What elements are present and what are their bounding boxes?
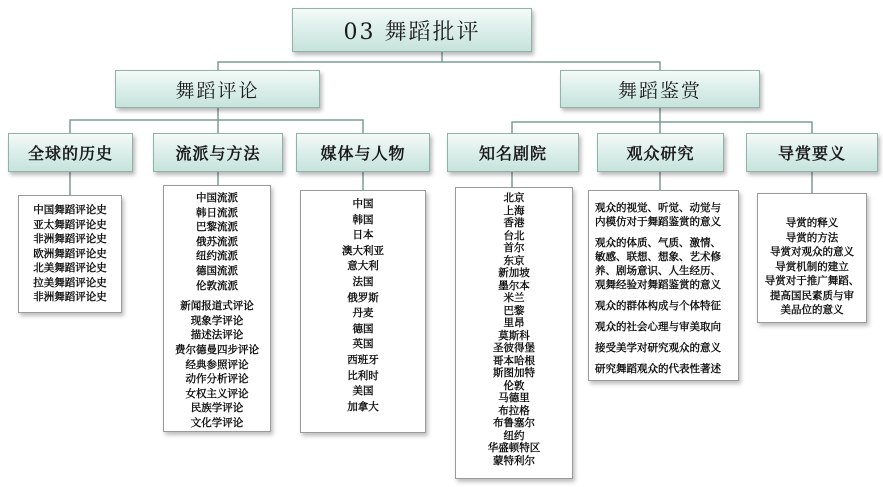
list-item: 伦敦流派 bbox=[196, 279, 238, 292]
list-item: 观众的社会心理与审美取向 bbox=[595, 321, 721, 333]
list-item: 纽约 bbox=[503, 429, 525, 442]
list-item: 英国 bbox=[352, 338, 374, 351]
list-item: 德国 bbox=[352, 322, 374, 335]
root-title: 03 舞蹈批评 bbox=[292, 8, 532, 52]
list-item: 提高国民素质与审 bbox=[770, 289, 854, 302]
list-item: 澳大利亚 bbox=[342, 244, 384, 257]
list-item: 中国舞蹈评论史 bbox=[33, 204, 107, 216]
list-item: 东京 bbox=[503, 254, 525, 267]
list-item: 女权主义评论 bbox=[185, 387, 249, 400]
leaf-global-history-list bbox=[18, 195, 122, 313]
list-item: 布鲁塞尔 bbox=[493, 417, 535, 429]
list-item: 俄苏流派 bbox=[196, 235, 238, 248]
list-item: 日本 bbox=[352, 229, 374, 242]
node-famous-theaters: 知名剧院 bbox=[447, 133, 579, 172]
list-item: 上海 bbox=[503, 204, 525, 217]
list-item: 北美舞蹈评论史 bbox=[33, 262, 107, 274]
list-item: 法国 bbox=[352, 275, 374, 288]
list-item: 观众的体质、气质、激情、 敏感、联想、想象、艺术修 养、剧场意识、人生经历、 观舞经验对舞蹈鉴赏的意义 bbox=[595, 237, 721, 291]
branch-dance-appreciation: 舞蹈鉴赏 bbox=[560, 70, 760, 108]
list-item: 比利时 bbox=[347, 369, 379, 382]
list-item: 观众的视觉、听觉、动觉与 内模仿对于舞蹈鉴赏的意义 bbox=[595, 202, 721, 228]
list-item: 中国流派 bbox=[196, 192, 238, 204]
list-item: 费尔德曼四步评论 bbox=[175, 343, 259, 356]
list-item: 蒙特利尔 bbox=[493, 454, 535, 467]
list-item: 西班牙 bbox=[347, 353, 379, 366]
list-item: 导赏的释义 bbox=[785, 217, 839, 229]
list-item: 民族学评论 bbox=[190, 402, 244, 415]
list-item: 米兰 bbox=[503, 292, 525, 304]
leaf-audience-research-list bbox=[588, 190, 739, 381]
list-item: 斯图加特 bbox=[493, 367, 535, 379]
list-item: 巴黎流派 bbox=[196, 221, 238, 234]
list-item: 德国流派 bbox=[196, 264, 238, 277]
list-item: 动作分析评论 bbox=[185, 373, 249, 386]
list-item: 拉美舞蹈评论史 bbox=[33, 276, 107, 289]
list-item: 描述法评论 bbox=[190, 329, 244, 342]
list-item: 韩日流派 bbox=[196, 206, 238, 219]
list-item: 美国 bbox=[352, 385, 374, 398]
list-item: 香港 bbox=[503, 217, 525, 229]
list-item: 巴黎 bbox=[503, 304, 525, 317]
leaf-schools-methods-list bbox=[163, 185, 271, 432]
list-item: 哥本哈根 bbox=[493, 354, 535, 367]
list-item: 里昂 bbox=[503, 317, 525, 329]
list-item: 观众的群体构成与个体特征 bbox=[595, 300, 721, 312]
node-global-history: 全球的历史 bbox=[8, 133, 133, 172]
section-gap bbox=[595, 334, 732, 341]
list-item: 研究舞蹈观众的代表性著述 bbox=[595, 363, 721, 375]
list-item: 首尔 bbox=[503, 242, 525, 254]
list-item: 马德里 bbox=[498, 392, 530, 404]
list-item: 接受美学对研究观众的意义 bbox=[595, 342, 721, 354]
list-item: 意大利 bbox=[347, 260, 379, 273]
list-item: 现象学评论 bbox=[190, 314, 244, 327]
list-item: 文化学评论 bbox=[190, 416, 244, 429]
list-item: 韩国 bbox=[352, 213, 374, 226]
leaf-guidance-list bbox=[757, 193, 867, 323]
list-item: 加拿大 bbox=[347, 400, 379, 413]
list-item: 华盛顿特区 bbox=[487, 442, 541, 454]
leaf-media-people-list bbox=[300, 190, 426, 433]
list-item: 非洲舞蹈评论史 bbox=[33, 233, 107, 245]
list-item: 布拉格 bbox=[498, 404, 530, 417]
node-media-people: 媒体与人物 bbox=[296, 133, 430, 172]
list-item: 台北 bbox=[503, 229, 525, 242]
section-gap bbox=[595, 313, 732, 320]
leaf-famous-theaters-list bbox=[455, 187, 573, 479]
list-item: 非洲舞蹈评论史 bbox=[33, 291, 107, 303]
list-item: 纽约流派 bbox=[196, 250, 238, 263]
list-item: 丹麦 bbox=[352, 307, 374, 320]
list-item: 新闻报道式评论 bbox=[180, 300, 254, 313]
node-guidance-essentials: 导赏要义 bbox=[746, 133, 878, 172]
list-item: 亚太舞蹈评论史 bbox=[33, 218, 107, 231]
list-item: 导赏对观众的意义 bbox=[770, 246, 854, 258]
node-schools-methods: 流派与方法 bbox=[153, 133, 283, 172]
list-item: 俄罗斯 bbox=[347, 291, 379, 304]
list-item: 中国 bbox=[352, 198, 374, 210]
section-gap bbox=[595, 355, 732, 362]
list-item: 经典参照评论 bbox=[185, 358, 249, 371]
list-item: 导赏的方法 bbox=[785, 231, 839, 244]
list-item: 莫斯科 bbox=[498, 329, 530, 342]
list-item: 新加坡 bbox=[498, 267, 530, 279]
list-item: 北京 bbox=[503, 192, 525, 204]
list-item: 伦敦 bbox=[503, 379, 525, 392]
branch-dance-criticism: 舞蹈评论 bbox=[115, 70, 320, 108]
section-gap bbox=[595, 229, 732, 236]
node-audience-research: 观众研究 bbox=[597, 133, 724, 172]
list-item: 导赏对于推广舞蹈、 bbox=[764, 275, 860, 287]
list-item: 圣彼得堡 bbox=[493, 342, 535, 354]
list-item: 导赏机制的建立 bbox=[775, 260, 849, 273]
section-gap bbox=[595, 292, 732, 299]
list-item: 墨尔本 bbox=[498, 279, 530, 292]
list-item: 欧洲舞蹈评论史 bbox=[33, 247, 107, 260]
list-item: 美品位的意义 bbox=[780, 304, 844, 316]
